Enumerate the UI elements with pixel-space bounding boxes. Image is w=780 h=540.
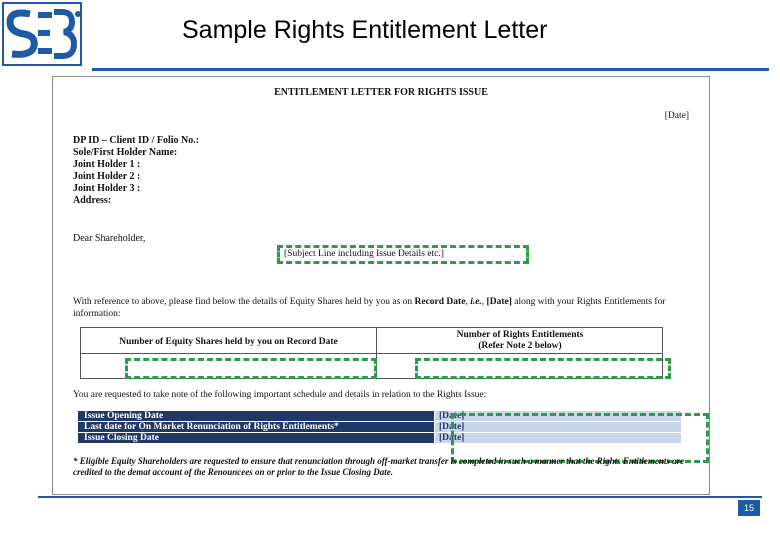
page-number: 15 [738,500,760,516]
field-joint-holder-3: Joint Holder 3 : [73,183,141,194]
schedule-row: Issue Opening Date [Date] [78,411,681,422]
highlight-rights-entitlements [415,358,671,379]
top-divider [92,68,769,71]
schedule-row: Last date for On Market Renunciation of Rights Entitlements* [Date] [78,422,681,433]
bottom-divider [38,496,762,498]
field-joint-holder-2: Joint Holder 2 : [73,171,141,182]
highlight-equity-shares [125,358,377,379]
field-address: Address: [73,195,112,206]
slide-title: Sample Rights Entitlement Letter [182,16,548,44]
footnote: * Eligible Equity Shareholders are requested to ensure that renunciation through off-market transfer is completed in such a manner that the Rights Entitlements are credited to the demat account of the Renouncees on or prior to the Issue Closing Date. [73,456,685,477]
field-dp-id: DP ID – Client ID / Folio No.: [73,135,200,146]
entitlement-letter [52,76,710,495]
salutation: Dear Shareholder, [73,233,146,244]
subject-line-placeholder: [Subject Line including Issue Details etc.] [277,245,529,264]
equity-shares-header: Number of Equity Shares held by you on Record Date [81,328,377,354]
sebi-logo [2,2,82,66]
record-date-label: Record Date [414,297,466,307]
record-date-value: [Date] [486,297,512,307]
schedule-intro: You are requested to take note of the following important schedule and details in relation to the Rights Issue: [73,390,487,400]
field-joint-holder-1: Joint Holder 1 : [73,159,141,170]
reference-paragraph: With reference to above, please find below the details of Equity Shares held by you as on Record Date, i.e., [Date] along with your Rights Entitlements for information: [73,297,666,319]
schedule-row: Issue Closing Date [Date] [78,433,681,444]
rights-entitlements-header: Number of Rights Entitlements (Refer Note 2 below) [377,328,663,354]
letter-title: ENTITLEMENT LETTER FOR RIGHTS ISSUE [274,87,488,98]
letter-date: [Date] [664,111,689,121]
field-sole-holder: Sole/First Holder Name: [73,147,178,158]
